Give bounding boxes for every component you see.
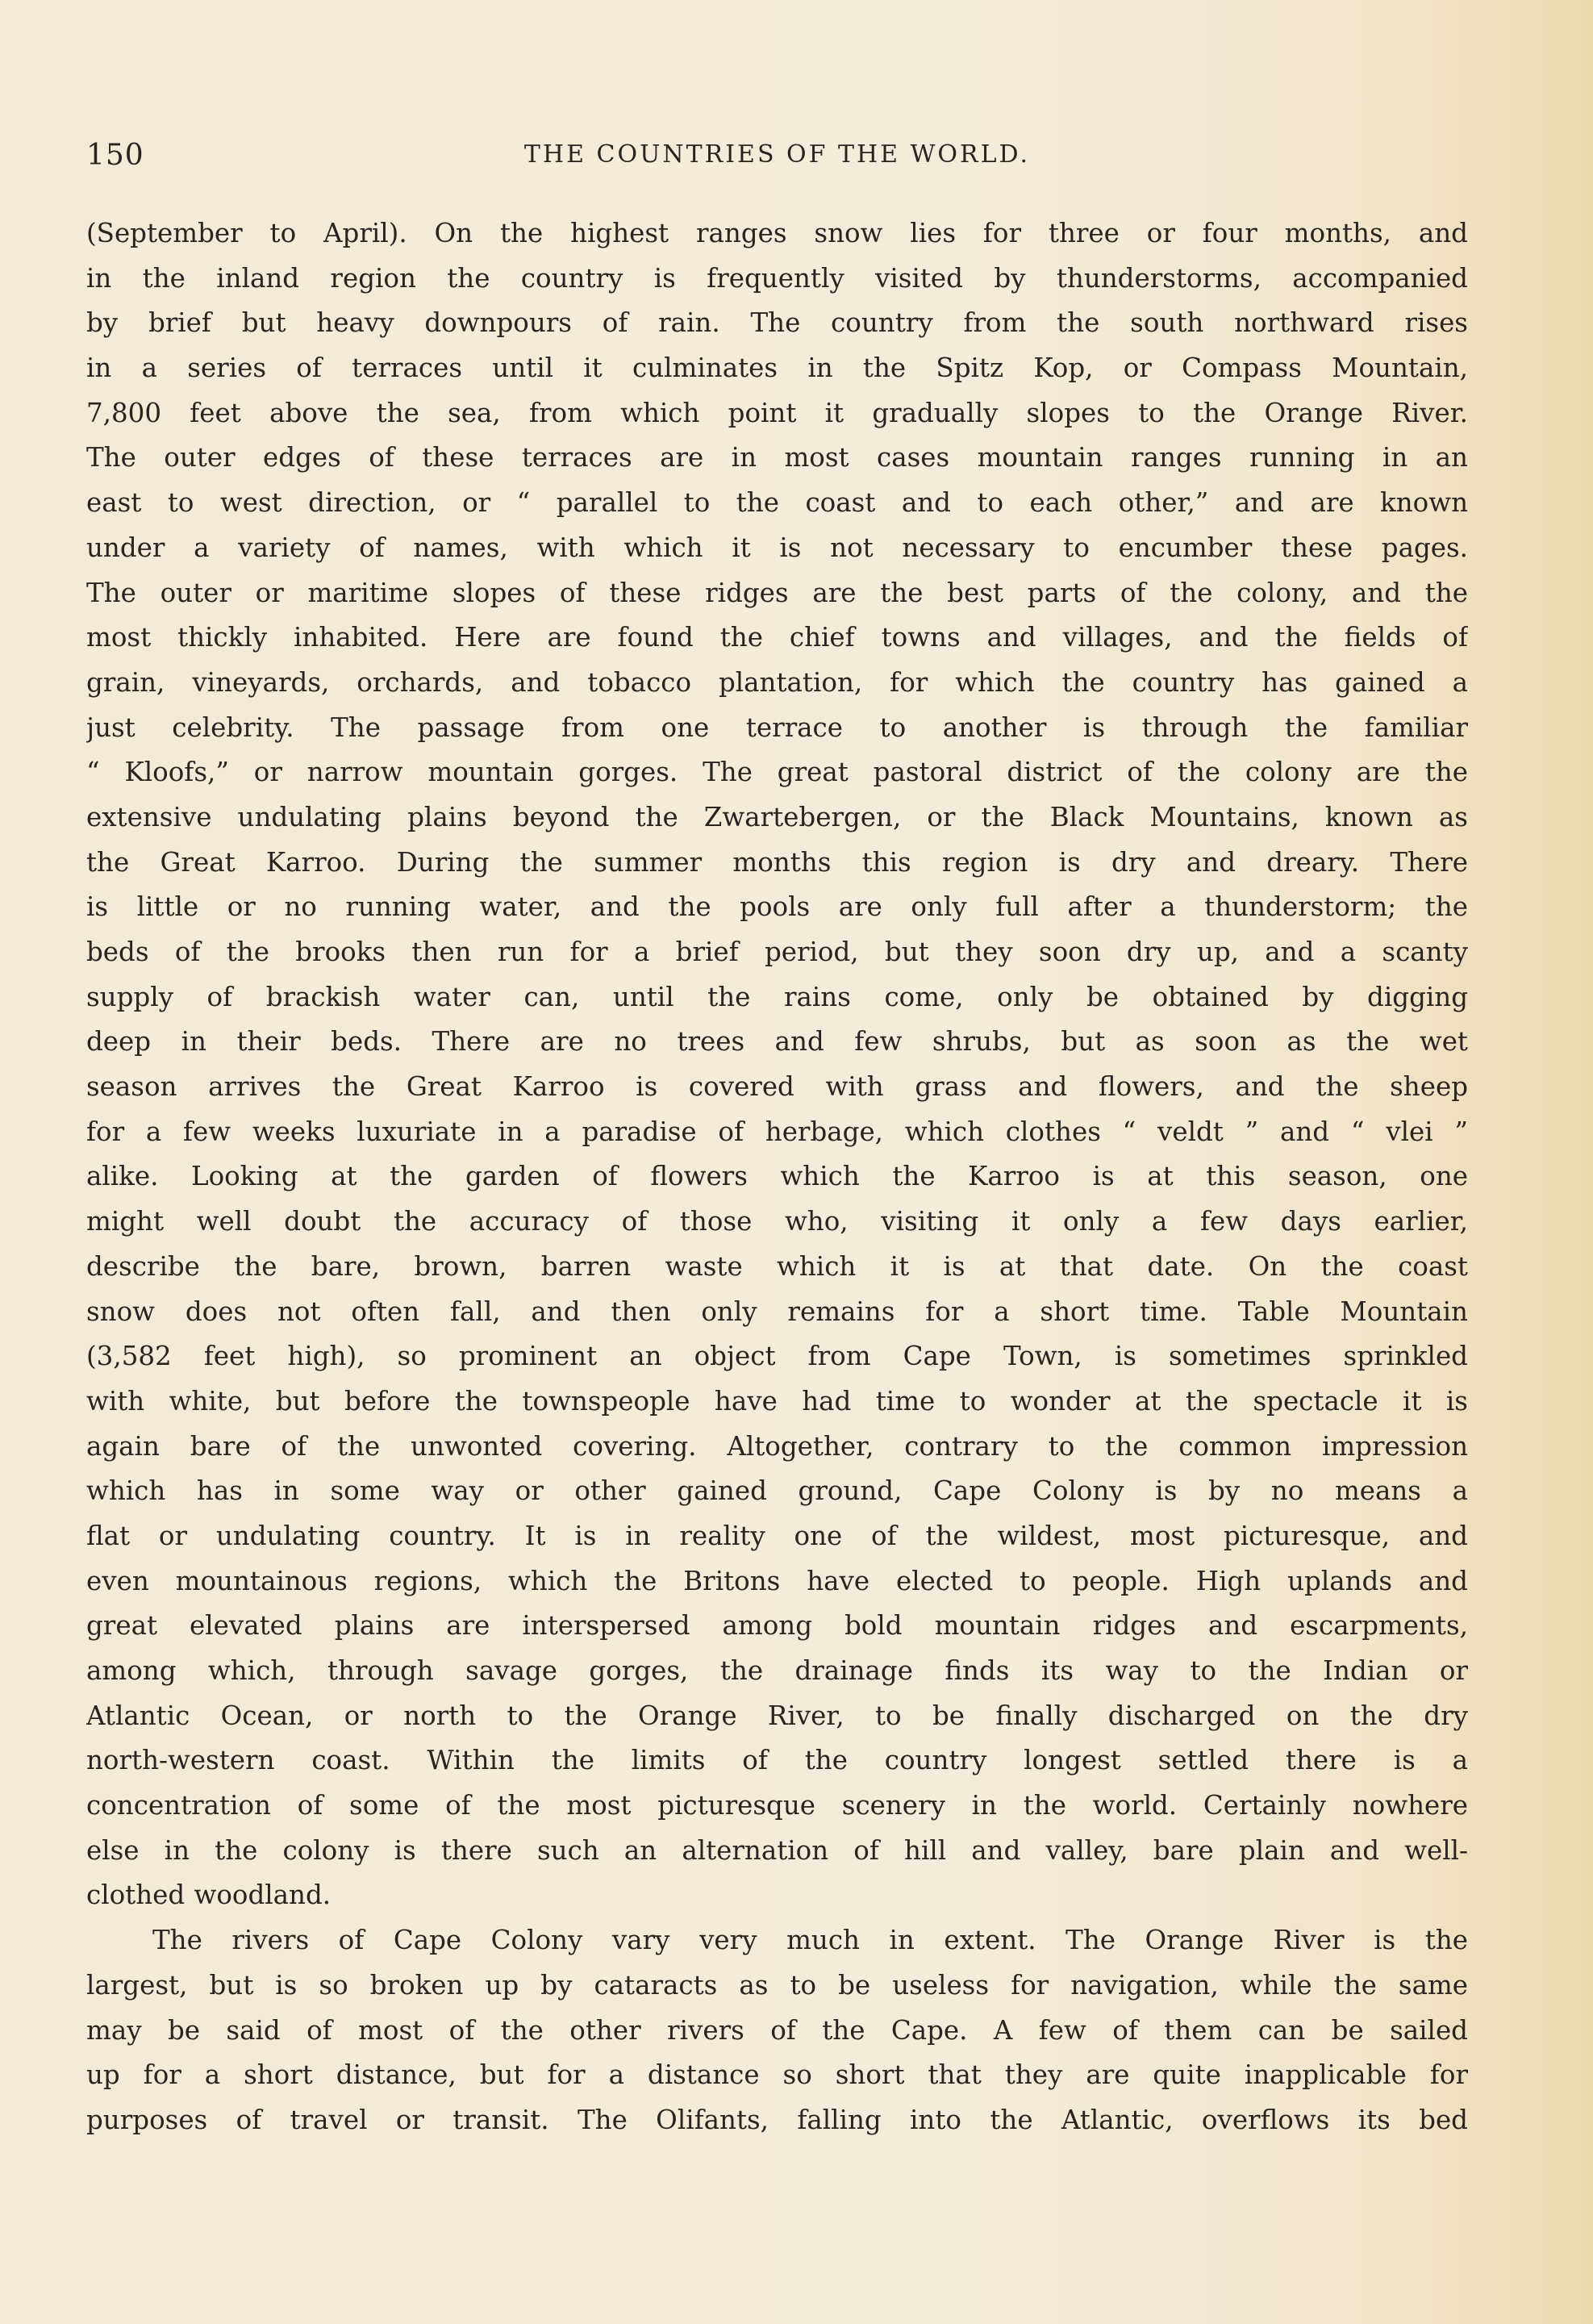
text-line: great elevated plains are interspersed among bold mountain ridges and escarpments, — [86, 1610, 1468, 1642]
text-line: among which, through savage gorges, the drainage finds its way to the Indian or — [86, 1655, 1468, 1686]
running-head — [86, 139, 1468, 177]
page-number: 150 — [86, 139, 144, 172]
text-line: season arrives the Great Karroo is covered with grass and flowers, and the sheep — [86, 1071, 1468, 1103]
running-title: THE COUNTRIES OF THE WORLD. — [523, 140, 1031, 169]
text-line: largest, but is so broken up by cataracts as to be useless for navigation, while the same — [86, 1969, 1468, 2001]
text-line: the Great Karroo. During the summer months this region is dry and dreary. There — [86, 846, 1468, 878]
text-line: under a variety of names, with which it is not necessary to encumber these pages. — [86, 532, 1468, 563]
text-line: “ Kloofs,” or narrow mountain gorges. The great pastoral district of the colony are the — [86, 757, 1468, 788]
text-line: even mountainous regions, which the Britons have elected to people. High uplands and — [86, 1565, 1468, 1596]
text-line: up for a short distance, but for a distance so short that they are quite inapplicable for — [86, 2059, 1468, 2091]
text-line: alike. Looking at the garden of flowers which the Karroo is at this season, one — [86, 1161, 1468, 1192]
text-line: for a few weeks luxuriate in a paradise of herbage, which clothes “ veldt ” and “ vlei ” — [86, 1116, 1468, 1147]
text-line: (3,582 feet high), so prominent an object from Cape Town, is sometimes sprinkled — [86, 1341, 1468, 1372]
text-line: which has in some way or other gained ground, Cape Colony is by no means a — [86, 1475, 1468, 1507]
text-line: describe the bare, brown, barren waste which it is at that date. On the coast — [86, 1250, 1468, 1282]
text-line: east to west direction, or “ parallel to the coast and to each other,” and are known — [86, 487, 1468, 519]
text-line: north-western coast. Within the limits of the country longest settled there is a — [86, 1745, 1468, 1776]
text-line: grain, vineyards, orchards, and tobacco plantation, for which the country has gained a — [86, 666, 1468, 698]
text-line: flat or undulating country. It is in reality one of the wildest, most picturesque, and — [86, 1520, 1468, 1551]
text-line: concentration of some of the most picturesque scenery in the world. Certainly nowhere — [86, 1790, 1468, 1821]
text-line: Atlantic Ocean, or north to the Orange River, to be finally discharged on the dry — [86, 1700, 1468, 1731]
paragraph-last-line: clothed woodland. — [86, 1880, 332, 1911]
text-line: by brief but heavy downpours of rain. The country from the south northward rises — [86, 307, 1468, 339]
text-line: deep in their beds. There are no trees and few shrubs, but as soon as the wet — [86, 1026, 1468, 1058]
text-line: just celebrity. The passage from one terrace to another is through the familiar — [86, 711, 1468, 743]
text-line: extensive undulating plains beyond the Zwartebergen, or the Black Mountains, known as — [86, 801, 1468, 832]
text-line: The outer edges of these terraces are in most cases mountain ranges running in an — [86, 442, 1468, 474]
text-line: supply of brackish water can, until the rains come, only be obtained by digging — [86, 981, 1468, 1012]
text-line: else in the colony is there such an alternation of hill and valley, bare plain and well- — [86, 1834, 1468, 1866]
text-line: is little or no running water, and the pools are only full after a thunderstorm; the — [86, 891, 1468, 923]
body-text — [86, 211, 1468, 2143]
text-line: purposes of travel or transit. The Olifants, falling into the Atlantic, overflows its bed — [86, 2104, 1468, 2135]
text-line: (September to April). On the highest ranges snow lies for three or four months, and — [86, 218, 1468, 248]
text-line: might well doubt the accuracy of those who, visiting it only a few days earlier, — [86, 1206, 1468, 1237]
text-line: with white, but before the townspeople have had time to wonder at the spectacle it is — [86, 1385, 1468, 1417]
text-line: most thickly inhabited. Here are found the chief towns and villages, and the fields of — [86, 622, 1468, 653]
text-line: again bare of the unwonted covering. Altogether, contrary to the common impression — [86, 1430, 1468, 1462]
text-line: in a series of terraces until it culminates in the Spitz Kop, or Compass Mountain, — [86, 353, 1468, 384]
text-line: in the inland region the country is frequently visited by thunderstorms, accompanied — [86, 262, 1468, 294]
text-line: 7,800 feet above the sea, from which point it gradually slopes to the Orange River. — [86, 397, 1468, 428]
text-line: beds of the brooks then run for a brief period, but they soon dry up, and a scanty — [86, 937, 1468, 967]
text-line: snow does not often fall, and then only remains for a short time. Table Mountain — [86, 1296, 1468, 1327]
text-line: The outer or maritime slopes of these ridges are the best parts of the colony, and the — [86, 577, 1468, 608]
paragraph-first-line: The rivers of Cape Colony vary very much in extent. The Orange River is the — [152, 1925, 1468, 1956]
text-line: may be said of most of the other rivers of the Cape. A few of them can be sailed — [86, 2014, 1468, 2046]
